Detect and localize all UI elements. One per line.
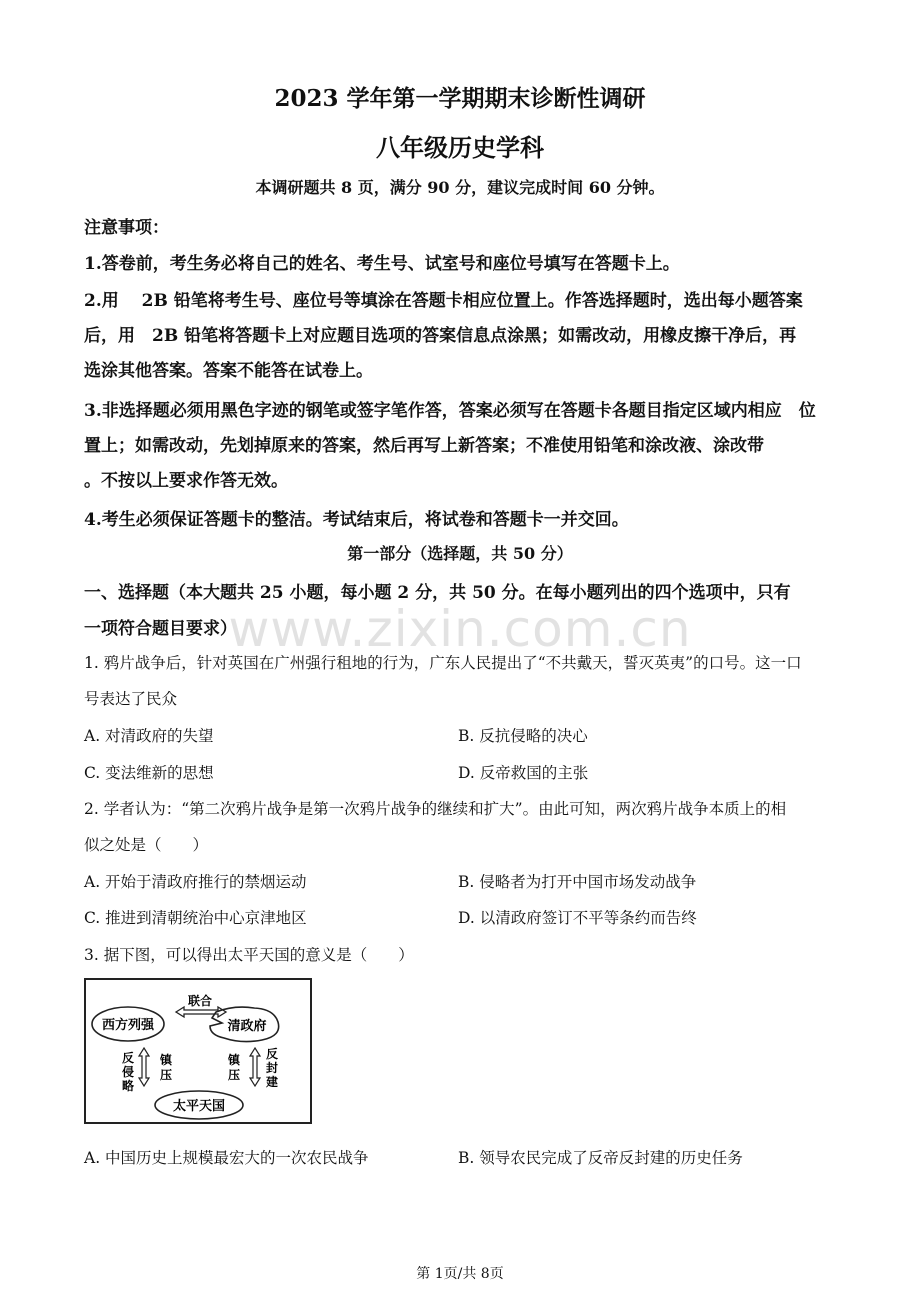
q1-option-c: C. 变法维新的思想 — [84, 764, 214, 782]
note-1: 1.答卷前，考生务必将自己的姓名、考生号、试室号和座位号填写在答题卡上。 — [84, 254, 680, 274]
q2-option-d: D. 以清政府签订不平等条约而告终 — [458, 909, 697, 927]
svg-text:侵: 侵 — [121, 1065, 135, 1079]
exam-subject: 八年级历史学科 — [376, 133, 544, 162]
q1-option-a: A. 对清政府的失望 — [84, 727, 214, 745]
qing-label: 清政府 — [227, 1019, 267, 1034]
right-outer-text — [266, 1046, 278, 1089]
svg-text:反: 反 — [265, 1047, 279, 1061]
exam-info: 本调研题共 8 页，满分 90 分，建议完成时间 60 分钟。 — [255, 178, 665, 197]
note-4: 4.考生必须保证答题卡的整洁。考试结束后，将试卷和答题卡一并交回。 — [84, 510, 629, 530]
section-instructions-line-1: 一、选择题（本大题共 25 小题，每小题 2 分，共 50 分。在每小题列出的四个选项中，只有 — [84, 583, 791, 603]
q3-diagram — [84, 978, 312, 1124]
left-outer-text — [122, 1050, 135, 1093]
q2-option-c: C. 推进到清朝统治中心京津地区 — [84, 909, 307, 927]
q1-option-d: D. 反帝救国的主张 — [458, 764, 589, 782]
west-powers-label: 西方列强 — [101, 1018, 155, 1033]
q3-option-a: A. 中国历史上规模最宏大的一次农民战争 — [84, 1149, 369, 1167]
svg-text:反: 反 — [121, 1051, 135, 1065]
svg-text:镇: 镇 — [159, 1053, 173, 1067]
svg-text:建: 建 — [265, 1075, 279, 1089]
q2-stem-line-2: 似之处是（ ） — [84, 836, 209, 854]
note-3-line-3: 。不按以上要求作答无效。 — [84, 471, 288, 491]
section-instructions-line-2: 一项符合题目要求） — [84, 619, 237, 639]
page-number: 第 1页/共 8页 — [416, 1266, 504, 1282]
unite-label: 联合 — [187, 994, 213, 1008]
note-2-line-2: 后，用 2B 铅笔将答题卡上对应题目选项的答案信息点涂黑；如需改动，用橡皮擦干净后，再 — [84, 326, 797, 346]
q2-option-b: B. 侵略者为打开中国市场发动战争 — [458, 873, 697, 891]
q1-stem-line-1: 1. 鸦片战争后，针对英国在广州强行租地的行为，广东人民提出了“不共戴天，誓灭英夷”的口号。这一口 — [84, 654, 802, 672]
taiping-label: 太平天国 — [172, 1099, 226, 1114]
svg-text:封: 封 — [265, 1061, 279, 1075]
q1-stem-line-2: 号表达了民众 — [84, 690, 178, 708]
part-title: 第一部分（选择题，共 50 分） — [347, 544, 573, 563]
note-2-line-3: 选涂其他答案。答案不能答在试卷上。 — [84, 361, 373, 381]
note-3-line-1: 3.非选择题必须用黑色字迹的钢笔或签字笔作答，答案必须写在答题卡各题目指定区域内相应 位 — [84, 401, 816, 421]
notes-heading: 注意事项： — [84, 218, 169, 238]
svg-text:略: 略 — [121, 1079, 135, 1093]
exam-title: 2023 学年第一学期期末诊断性调研 — [274, 85, 646, 112]
q2-option-a: A. 开始于清政府推行的禁烟运动 — [84, 873, 307, 891]
svg-text:镇: 镇 — [227, 1053, 241, 1067]
note-3-line-2: 置上；如需改动，先划掉原来的答案，然后再写上新答案；不准使用铅笔和涂改液、涂改带 — [84, 436, 764, 456]
svg-text:压: 压 — [227, 1068, 241, 1082]
note-2-line-1: 2.用 2B 铅笔将考生号、座位号等填涂在答题卡相应位置上。作答选择题时，选出每小题答案 — [84, 291, 803, 311]
watermark: www.zixin.com.cn — [228, 600, 692, 658]
q3-option-b: B. 领导农民完成了反帝反封建的历史任务 — [458, 1149, 743, 1167]
q2-stem-line-1: 2. 学者认为：“第二次鸦片战争是第一次鸦片战争的继续和扩大”。由此可知，两次鸦片战争本质上的相 — [84, 800, 787, 818]
svg-text:压: 压 — [159, 1068, 173, 1082]
q1-option-b: B. 反抗侵略的决心 — [458, 727, 588, 745]
q3-stem: 3. 据下图，可以得出太平天国的意义是（ ） — [84, 946, 414, 964]
